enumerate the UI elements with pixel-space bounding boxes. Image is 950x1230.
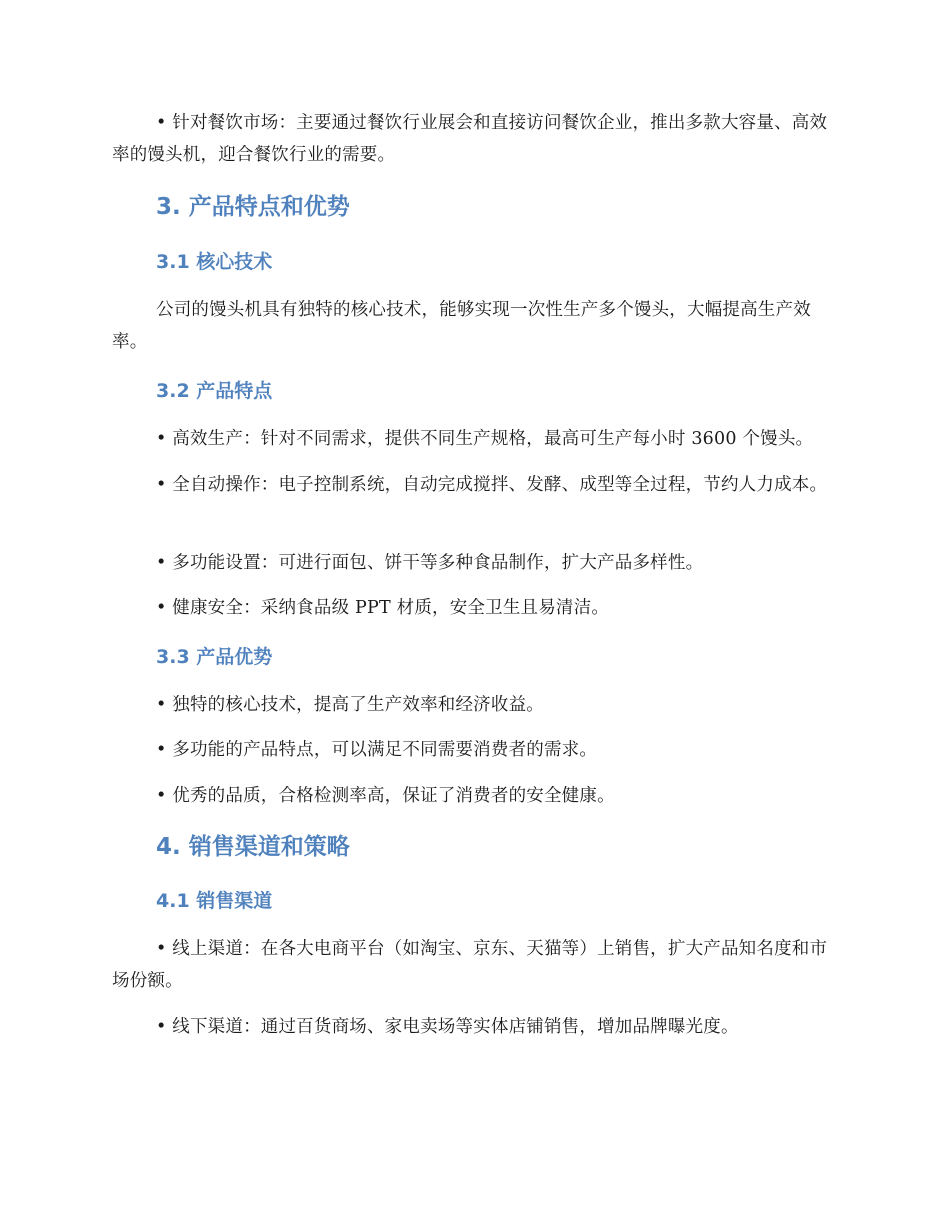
section-4-heading: 4. 销售渠道和策略 bbox=[156, 834, 350, 860]
subsection-3-1-heading: 3.1 核心技术 bbox=[156, 251, 273, 273]
feature-multifunction: • 多功能设置：可进行面包、饼干等多种食品制作，扩大产品多样性。 bbox=[156, 553, 704, 573]
section-3-heading: 3. 产品特点和优势 bbox=[156, 194, 350, 220]
advantage-multifunction: • 多功能的产品特点，可以满足不同需要消费者的需求。 bbox=[156, 740, 598, 760]
advantage-core-tech: • 独特的核心技术，提高了生产效率和经济收益。 bbox=[156, 695, 544, 715]
subsection-3-2-heading: 3.2 产品特点 bbox=[156, 380, 273, 402]
offline-channel-paragraph: • 线下渠道：通过百货商场、家电卖场等实体店铺销售，增加品牌曝光度。 bbox=[156, 1017, 739, 1037]
core-tech-paragraph: 公司的馒头机具有独特的核心技术，能够实现一次性生产多个馒头，大幅提高生产效率。 bbox=[112, 300, 811, 352]
subsection-3-3-heading: 3.3 产品优势 bbox=[156, 646, 273, 668]
feature-full-automation: • 全自动操作：电子控制系统，自动完成搅拌、发酵、成型等全过程，节约人力成本。 bbox=[156, 475, 828, 495]
advantage-quality: • 优秀的品质，合格检测率高，保证了消费者的安全健康。 bbox=[156, 786, 615, 806]
feature-health-safety: • 健康安全：采纳食品级 PPT 材质，安全卫生且易清洁。 bbox=[156, 598, 610, 618]
catering-market-paragraph: • 针对餐饮市场：主要通过餐饮行业展会和直接访问餐饮企业，推出多款大容量、高效率的馒头机，迎合餐饮行业的需要。 bbox=[112, 113, 828, 165]
feature-efficient-production: • 高效生产：针对不同需求，提供不同生产规格，最高可生产每小时 3600 个馒头。 bbox=[156, 429, 814, 449]
online-channel-paragraph: • 线上渠道：在各大电商平台（如淘宝、京东、天猫等）上销售，扩大产品知名度和市场份额。 bbox=[112, 939, 828, 991]
subsection-4-1-heading: 4.1 销售渠道 bbox=[156, 890, 273, 912]
